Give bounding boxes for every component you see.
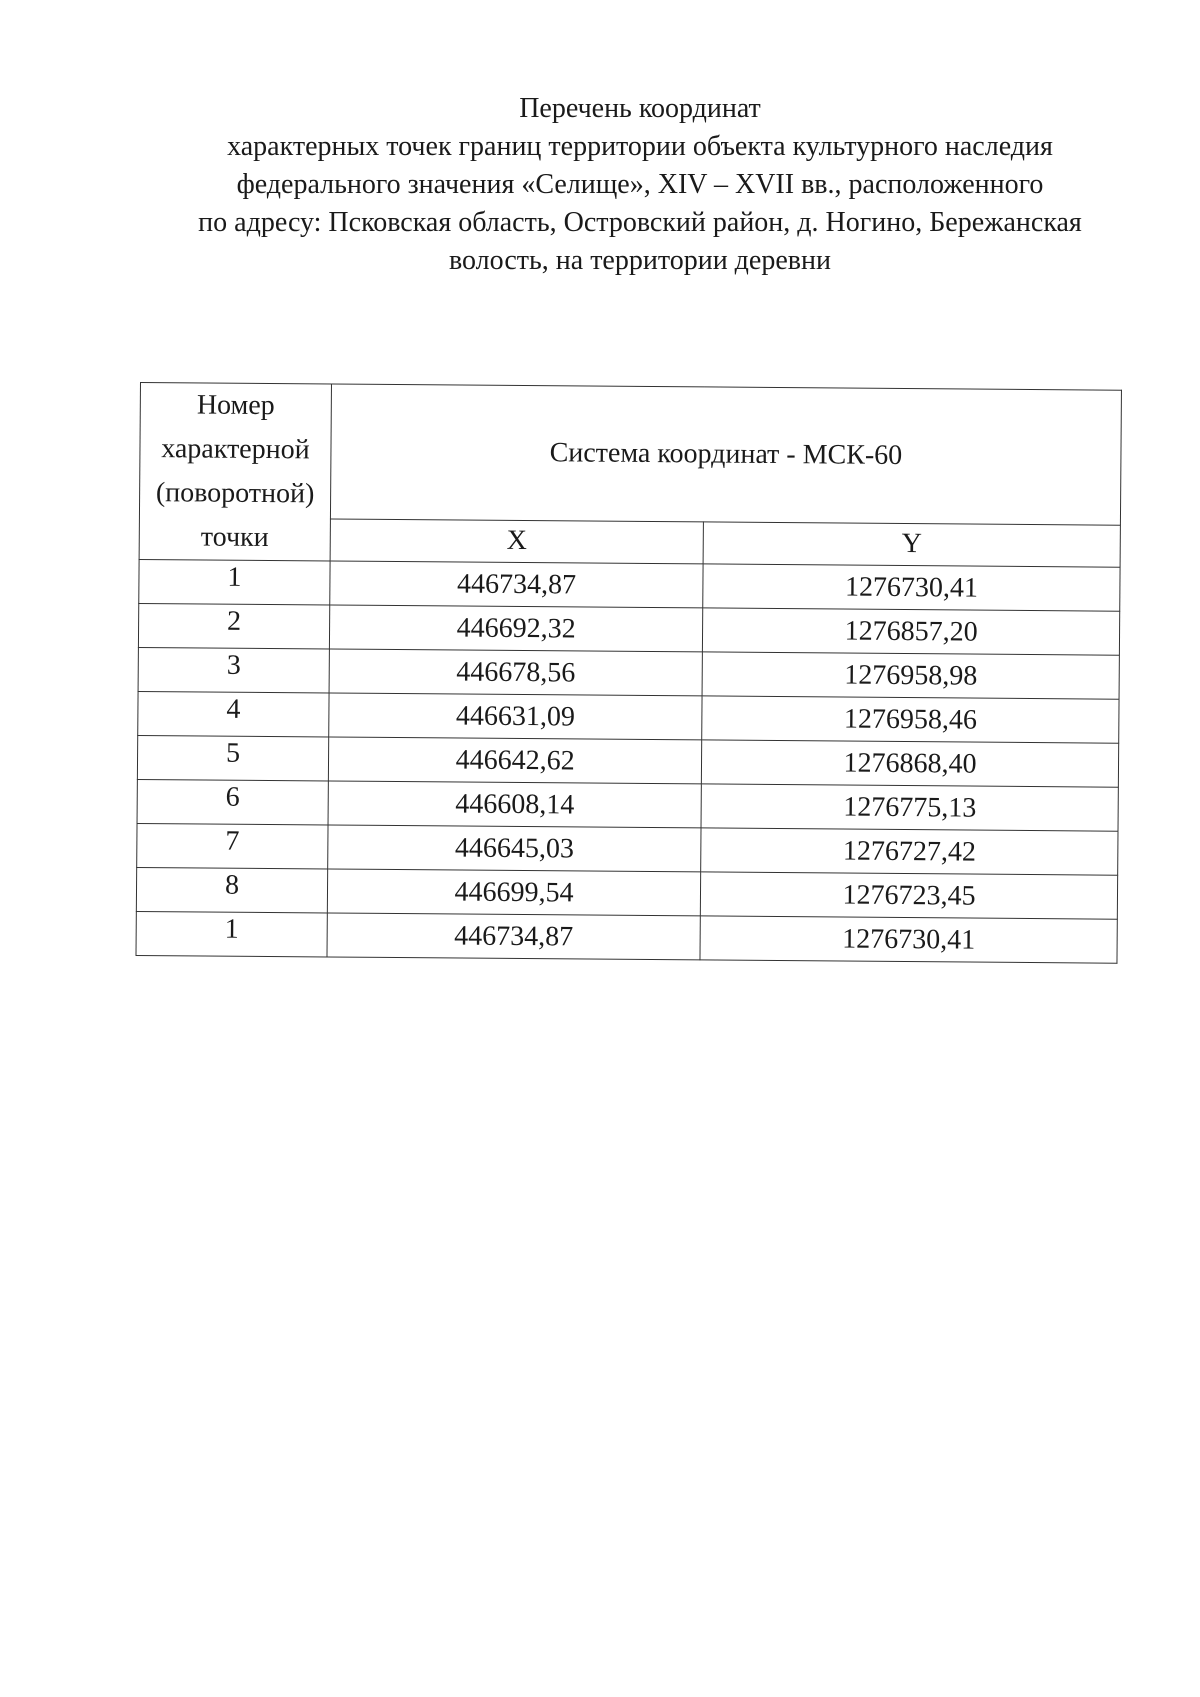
point-number-cell: 8 [136, 867, 327, 912]
title-line-1: Перечень координат [519, 93, 761, 124]
y-value-cell: 1276723,45 [701, 872, 1118, 919]
table-row [137, 779, 1118, 831]
x-value-cell: 446631,09 [329, 693, 703, 740]
point-number-cell: 1 [136, 911, 327, 956]
x-column-header: X [330, 519, 704, 564]
table-row [136, 911, 1117, 963]
x-value-cell: 446734,87 [327, 913, 701, 960]
x-value-cell: 446608,14 [328, 781, 702, 828]
y-value-cell: 1276730,41 [700, 916, 1117, 963]
title-line-2: характерных точек границ территории объекта культурного наследия [227, 131, 1053, 162]
y-value-cell: 1276958,46 [702, 696, 1119, 743]
table-row [138, 691, 1119, 743]
table-row [138, 603, 1119, 655]
coordinate-system-header: Система координат - МСК-60 [330, 384, 1121, 525]
y-value-cell: 1276958,98 [702, 652, 1119, 699]
point-number-cell: 7 [137, 823, 328, 868]
x-value-cell: 446734,87 [330, 561, 704, 608]
table-row [139, 559, 1120, 611]
x-value-cell: 446645,03 [328, 825, 702, 872]
y-value-cell: 1276868,40 [702, 740, 1119, 787]
y-value-cell: 1276730,41 [703, 564, 1120, 611]
y-value-cell: 1276727,42 [701, 828, 1118, 875]
table-row [137, 735, 1118, 787]
y-value-cell: 1276857,20 [703, 608, 1120, 655]
x-value-cell: 446699,54 [327, 869, 701, 916]
title-line-3: федерального значения «Селище», XIV – XVII вв., расположенного [236, 169, 1044, 200]
point-number-cell: 2 [138, 603, 329, 648]
x-value-cell: 446692,32 [329, 605, 703, 652]
table-row [136, 867, 1117, 919]
point-number-cell: 6 [137, 779, 328, 824]
table-header-row [139, 383, 1121, 525]
table-row [137, 823, 1118, 875]
point-number-cell: 5 [137, 735, 328, 780]
x-value-cell: 446642,62 [328, 737, 702, 784]
y-column-header: Y [703, 522, 1120, 567]
y-value-cell: 1276775,13 [701, 784, 1118, 831]
table-row [138, 647, 1119, 699]
point-number-header: Номер характерной (поворотной) точки [139, 383, 331, 561]
point-number-cell: 4 [138, 691, 329, 736]
point-number-cell: 3 [138, 647, 329, 692]
title-line-5: волость, на территории деревни [449, 245, 831, 276]
point-number-cell: 1 [139, 559, 330, 604]
x-value-cell: 446678,56 [329, 649, 703, 696]
coordinates-table [135, 382, 1121, 964]
document-title [140, 90, 1140, 280]
title-line-4: по адресу: Псковская область, Островский район, д. Ногино, Бережанская [198, 207, 1082, 238]
